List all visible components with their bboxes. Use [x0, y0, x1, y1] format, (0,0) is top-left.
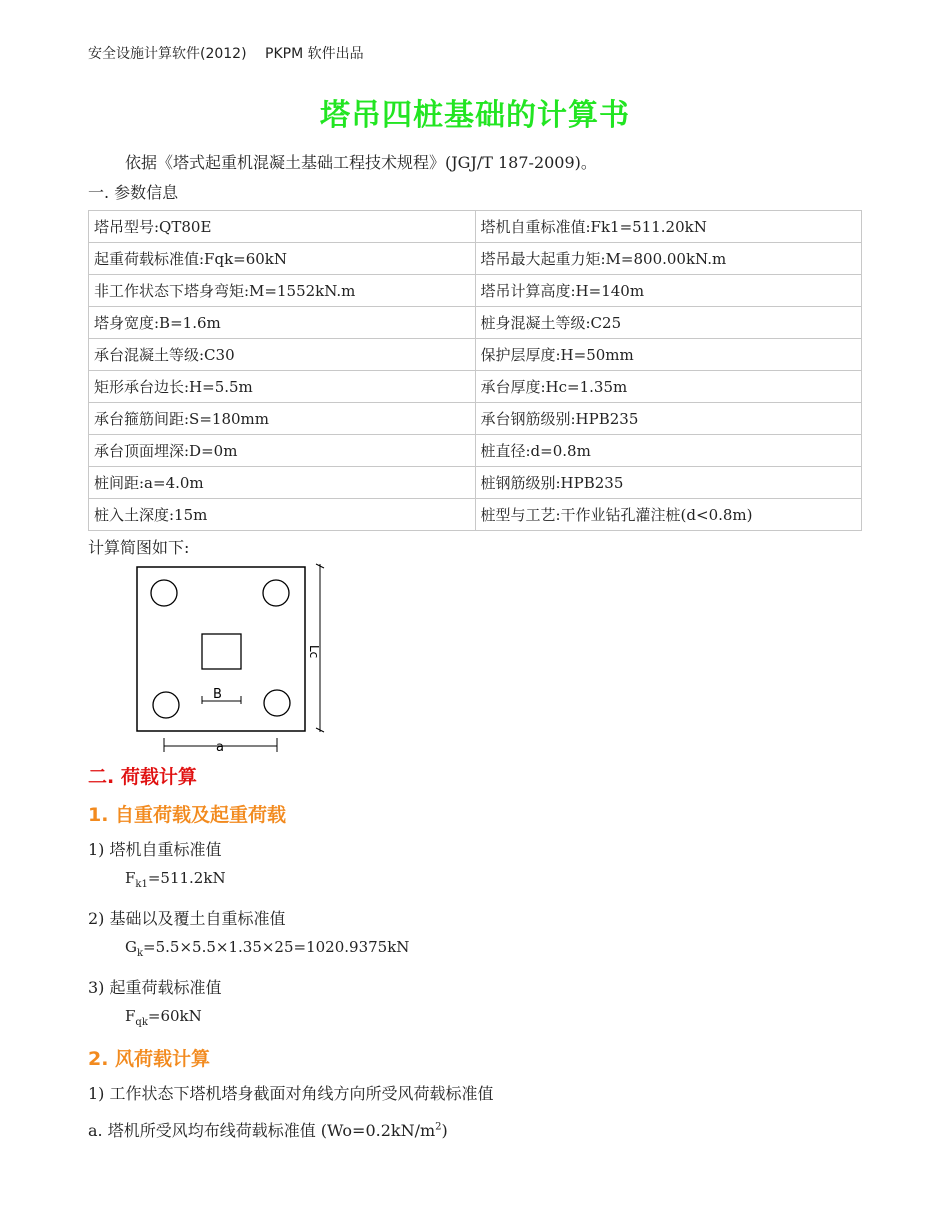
params-cell: 保护层厚度:H=50mm [475, 339, 862, 371]
item-wind-working: 1) 工作状态下塔机塔身截面对角线方向所受风荷载标准值 [88, 1084, 494, 1103]
pile-top-left [151, 580, 177, 606]
params-row [89, 467, 862, 499]
label-a: a [216, 740, 224, 755]
item-foundation-weight: 2) 基础以及覆土自重标准值 [88, 909, 286, 928]
params-row [89, 435, 862, 467]
document-title: 塔吊四桩基础的计算书 [320, 98, 630, 133]
item-lifting-load: 3) 起重荷载标准值 [88, 978, 222, 997]
pile-layout-diagram [120, 560, 350, 760]
params-cell: 起重荷载标准值:Fqk=60kN [89, 243, 476, 275]
formula-fk1: $F_{k1}=511.2kN$ [125, 869, 226, 890]
publisher-name: PKPM 软件出品 [265, 46, 364, 62]
formula-gk: $G_k=5.5\times 5.5\times 1.35\times 25=1020.9375kN$ [125, 938, 410, 959]
params-row [89, 307, 862, 339]
params-row [89, 211, 862, 243]
params-cell: 承台厚度:Hc=1.35m [475, 371, 862, 403]
params-row [89, 243, 862, 275]
params-cell: 矩形承台边长:H=5.5m [89, 371, 476, 403]
params-cell: 桩钢筋级别:HPB235 [475, 467, 862, 499]
params-row [89, 499, 862, 531]
params-cell: 承台箍筋间距:S=180mm [89, 403, 476, 435]
params-cell: 塔身宽度:B=1.6m [89, 307, 476, 339]
label-lc: Lc [307, 645, 321, 659]
software-name: 安全设施计算软件(2012) [88, 46, 247, 62]
item-tower-weight: 1) 塔机自重标准值 [88, 840, 222, 859]
params-cell: 桩直径:d=0.8m [475, 435, 862, 467]
params-row [89, 339, 862, 371]
diagram-caption: 计算简图如下: [88, 538, 190, 557]
params-cell: 承台顶面埋深:D=0m [89, 435, 476, 467]
params-cell: 非工作状态下塔身弯矩:M=1552kN.m [89, 275, 476, 307]
params-cell: 承台钢筋级别:HPB235 [475, 403, 862, 435]
subsection-wind-load: 2. 风荷载计算 [88, 1048, 211, 1070]
params-cell: 塔吊型号:QT80E [89, 211, 476, 243]
formula-fqk: $F_{qk}=60kN$ [125, 1007, 202, 1028]
subsection-self-weight: 1. 自重荷载及起重荷载 [88, 804, 287, 826]
params-table [88, 210, 862, 531]
params-row [89, 275, 862, 307]
params-cell: 塔机自重标准值:Fk1=511.20kN [475, 211, 862, 243]
cap-outline [137, 567, 305, 731]
params-row [89, 371, 862, 403]
params-cell: 塔吊最大起重力矩:M=800.00kN.m [475, 243, 862, 275]
pile-bottom-right [264, 690, 290, 716]
params-cell: 桩入土深度:15m [89, 499, 476, 531]
params-row [89, 403, 862, 435]
params-cell: 桩间距:a=4.0m [89, 467, 476, 499]
intro-text: 依据《塔式起重机混凝土基础工程技术规程》(JGJ/T 187-2009)。 [125, 153, 597, 172]
item-wind-uniform: a. 塔机所受风均布线荷载标准值 $(Wo=0.2kN/m^2)$ [88, 1121, 448, 1140]
document-header [88, 43, 378, 63]
section-heading-loads: 二. 荷载计算 [88, 766, 197, 788]
pile-bottom-left [153, 692, 179, 718]
tower-section [202, 634, 241, 669]
params-cell: 塔吊计算高度:H=140m [475, 275, 862, 307]
params-cell: 承台混凝土等级:C30 [89, 339, 476, 371]
params-cell: 桩型与工艺:干作业钻孔灌注桩(d<0.8m) [475, 499, 862, 531]
label-b: B [213, 687, 222, 702]
section-heading-params: 一. 参数信息 [88, 183, 179, 202]
pile-top-right [263, 580, 289, 606]
params-cell: 桩身混凝土等级:C25 [475, 307, 862, 339]
